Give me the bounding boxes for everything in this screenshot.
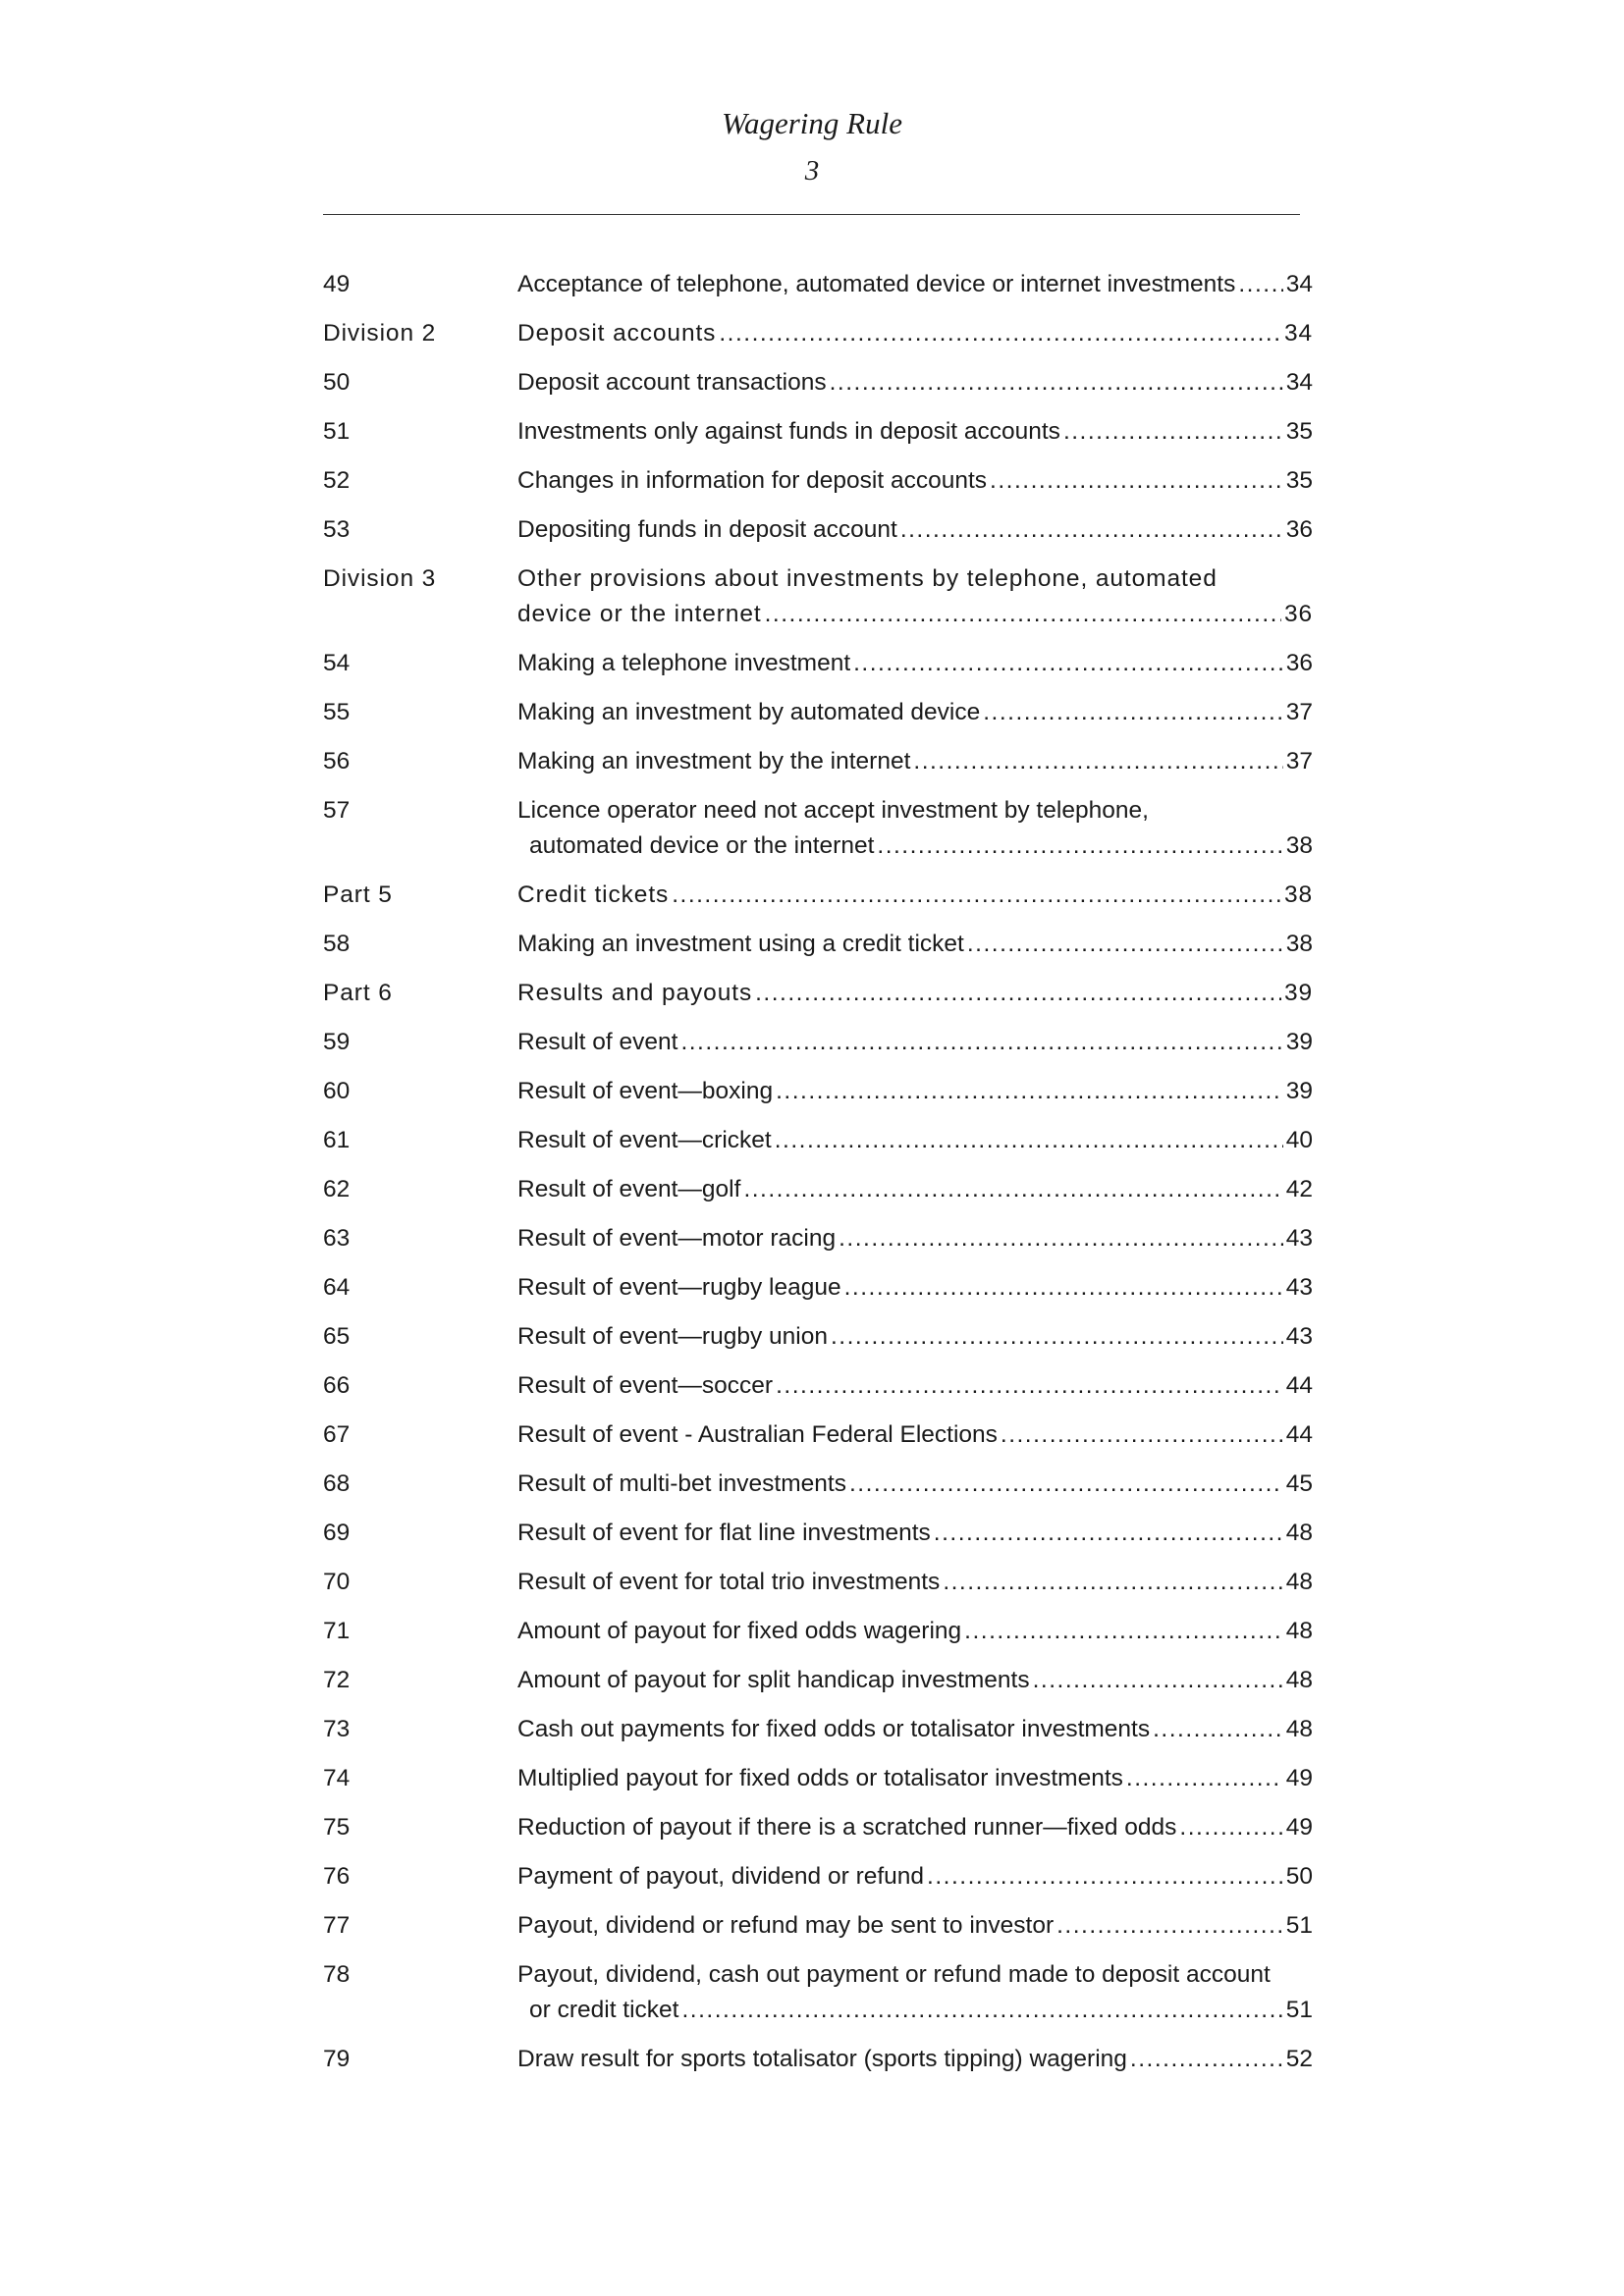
toc-entry xyxy=(323,1761,1313,1796)
toc-entry-page: 37 xyxy=(1285,699,1313,725)
toc-entry-page: 38 xyxy=(1285,931,1313,957)
dot-leader xyxy=(877,828,1282,864)
toc-entry-line xyxy=(517,1993,1313,2028)
toc-entry xyxy=(323,1025,1313,1060)
dot-leader xyxy=(1130,2042,1283,2077)
toc-entry-body xyxy=(517,1319,1313,1355)
toc-entry-line xyxy=(517,597,1313,632)
toc-entry-title: Payout, dividend or refund may be sent to investor xyxy=(517,1912,1055,1939)
dot-leader xyxy=(967,927,1283,962)
toc-entry-body xyxy=(517,1761,1313,1796)
toc-entry-number: Part 5 xyxy=(323,881,393,908)
toc-entry-title: Amount of payout for split handicap investments xyxy=(517,1667,1030,1693)
toc-entry-title: Making a telephone investment xyxy=(517,650,851,676)
toc-entry-title: Result of multi-bet investments xyxy=(517,1470,846,1497)
toc-entry-number: 59 xyxy=(323,1029,351,1055)
toc-entry-line xyxy=(517,1467,1313,1502)
toc-entry-body xyxy=(517,561,1313,632)
toc-entry-page: 48 xyxy=(1285,1520,1313,1546)
dot-leader xyxy=(943,1565,1282,1600)
toc-entry xyxy=(323,512,1313,548)
toc-entry-number: 50 xyxy=(323,369,351,396)
toc-entry xyxy=(323,927,1313,962)
toc-entry-number: 78 xyxy=(323,1961,351,1988)
toc-entry-number: 53 xyxy=(323,516,351,543)
toc-entry-title: Result of event—motor racing xyxy=(517,1225,837,1252)
toc-entry-number: Division 2 xyxy=(323,320,437,347)
dot-leader xyxy=(831,1319,1283,1355)
dot-leader xyxy=(775,1123,1283,1158)
toc-entry xyxy=(323,1221,1313,1256)
toc-entry xyxy=(323,1319,1313,1355)
dot-leader xyxy=(830,365,1283,400)
toc-entry-number: 74 xyxy=(323,1765,351,1791)
toc-entry-page: 48 xyxy=(1285,1569,1313,1595)
dot-leader xyxy=(839,1221,1283,1256)
toc-entry-number: 51 xyxy=(323,418,351,445)
toc-entry-title: Deposit accounts xyxy=(517,320,717,347)
toc-entry-body xyxy=(517,1810,1313,1845)
dot-leader xyxy=(853,646,1283,681)
toc-entry-number: 63 xyxy=(323,1225,351,1252)
dot-leader xyxy=(990,463,1283,499)
toc-entry-title: Making an investment by automated device xyxy=(517,699,981,725)
toc-entry-line xyxy=(517,1761,1313,1796)
toc-entry-number: 77 xyxy=(323,1912,351,1939)
toc-entry-title: Result of event - Australian Federal Elections xyxy=(517,1421,998,1448)
toc-entry-title-continued: automated device or the internet xyxy=(529,832,875,859)
toc-entry-page: 36 xyxy=(1285,516,1313,543)
toc-entry-body xyxy=(517,793,1313,864)
document-title: Wagering Rule xyxy=(722,106,902,140)
dot-leader xyxy=(1063,414,1283,450)
toc-entry-body xyxy=(517,1074,1313,1109)
dot-leader xyxy=(1126,1761,1283,1796)
toc-entry-page: 44 xyxy=(1285,1372,1313,1399)
toc-entry-page: 45 xyxy=(1285,1470,1313,1497)
dot-leader xyxy=(1056,1908,1283,1944)
toc-entry-title: Amount of payout for fixed odds wagering xyxy=(517,1618,962,1644)
toc-entry-line xyxy=(517,1614,1313,1649)
dot-leader xyxy=(849,1467,1283,1502)
toc-entry-title: Payment of payout, dividend or refund xyxy=(517,1863,925,1890)
toc-entry xyxy=(323,1516,1313,1551)
toc-entry-line xyxy=(517,365,1313,400)
dot-leader xyxy=(680,1025,1282,1060)
toc-entry xyxy=(323,1123,1313,1158)
toc-entry-body xyxy=(517,1025,1313,1060)
toc-entry-page: 52 xyxy=(1285,2046,1313,2072)
toc-entry-page: 34 xyxy=(1285,369,1313,396)
toc-entry-body xyxy=(517,878,1313,913)
toc-entry-title: Licence operator need not accept investment by telephone, xyxy=(517,797,1149,824)
toc-entry-page: 35 xyxy=(1285,418,1313,445)
toc-entry-body xyxy=(517,1221,1313,1256)
table-of-contents xyxy=(323,267,1313,2091)
toc-entry-number: 71 xyxy=(323,1618,351,1644)
toc-entry-line xyxy=(517,512,1313,548)
dot-leader xyxy=(844,1270,1283,1306)
dot-leader xyxy=(682,1993,1283,2028)
toc-entry-line xyxy=(517,463,1313,499)
dot-leader xyxy=(672,878,1281,913)
toc-entry-body xyxy=(517,1908,1313,1944)
toc-entry xyxy=(323,365,1313,400)
toc-entry-body xyxy=(517,1859,1313,1895)
toc-entry-title: Results and payouts xyxy=(517,980,753,1006)
toc-entry xyxy=(323,414,1313,450)
dot-leader xyxy=(776,1368,1283,1404)
toc-entry-line xyxy=(517,1221,1313,1256)
toc-entry-page: 34 xyxy=(1283,320,1313,347)
toc-entry-title: Credit tickets xyxy=(517,881,670,908)
toc-entry-page: 40 xyxy=(1285,1127,1313,1153)
toc-entry-title: Result of event for total trio investments xyxy=(517,1569,941,1595)
toc-entry xyxy=(323,267,1313,302)
toc-entry-title: Changes in information for deposit accounts xyxy=(517,467,988,494)
toc-entry-page: 39 xyxy=(1285,1078,1313,1104)
toc-entry-number: 55 xyxy=(323,699,351,725)
toc-entry-number: 76 xyxy=(323,1863,351,1890)
toc-entry-line xyxy=(517,1074,1313,1109)
dot-leader xyxy=(934,1516,1283,1551)
toc-entry-number: Part 6 xyxy=(323,980,393,1006)
toc-entry-body xyxy=(517,927,1313,962)
toc-entry-page: 48 xyxy=(1285,1716,1313,1742)
dot-leader xyxy=(765,597,1281,632)
toc-entry-body xyxy=(517,1172,1313,1207)
dot-leader xyxy=(927,1859,1283,1895)
toc-entry-number: 65 xyxy=(323,1323,351,1350)
toc-entry xyxy=(323,1908,1313,1944)
toc-entry-number: 67 xyxy=(323,1421,351,1448)
toc-entry-body xyxy=(517,1712,1313,1747)
toc-entry xyxy=(323,2042,1313,2077)
toc-entry-number: 73 xyxy=(323,1716,351,1742)
dot-leader xyxy=(913,744,1282,779)
toc-entry-title-continued: device or the internet xyxy=(517,601,762,627)
dot-leader xyxy=(743,1172,1282,1207)
dot-leader xyxy=(1153,1712,1283,1747)
dot-leader xyxy=(1238,267,1282,302)
toc-entry-number: 64 xyxy=(323,1274,351,1301)
toc-entry-body xyxy=(517,414,1313,450)
toc-entry-page: 43 xyxy=(1285,1225,1313,1252)
toc-entry-line xyxy=(517,1565,1313,1600)
toc-entry-line xyxy=(517,828,1313,864)
toc-entry-title: Depositing funds in deposit account xyxy=(517,516,897,543)
toc-entry-number: 69 xyxy=(323,1520,351,1546)
toc-entry-title: Making an investment by the internet xyxy=(517,748,911,774)
toc-entry-line xyxy=(517,1319,1313,1355)
toc-entry-page: 37 xyxy=(1285,748,1313,774)
toc-entry-line xyxy=(517,976,1313,1011)
toc-entry-line xyxy=(517,1663,1313,1698)
toc-entry-page: 38 xyxy=(1285,832,1313,859)
toc-entry-title: Result of event—rugby union xyxy=(517,1323,828,1350)
toc-entry-line xyxy=(517,1270,1313,1306)
toc-entry xyxy=(323,646,1313,681)
toc-entry-title: Result of event—rugby league xyxy=(517,1274,841,1301)
toc-entry-title: Deposit account transactions xyxy=(517,369,827,396)
toc-entry-body xyxy=(517,744,1313,779)
dot-leader xyxy=(1179,1810,1282,1845)
toc-entry xyxy=(323,1467,1313,1502)
toc-entry-page: 39 xyxy=(1285,1029,1313,1055)
toc-entry-line xyxy=(517,1810,1313,1845)
toc-entry xyxy=(323,1957,1313,2028)
toc-entry-number: 62 xyxy=(323,1176,351,1202)
toc-entry-line xyxy=(517,1417,1313,1453)
page-number: 3 xyxy=(804,155,820,187)
toc-entry-number: Division 3 xyxy=(323,565,437,592)
toc-entry-title: Acceptance of telephone, automated device or internet investments xyxy=(517,271,1236,297)
toc-entry-line xyxy=(517,1516,1313,1551)
toc-entry-body xyxy=(517,1614,1313,1649)
dot-leader xyxy=(964,1614,1283,1649)
toc-entry xyxy=(323,1810,1313,1845)
toc-entry-body xyxy=(517,1957,1313,2028)
toc-entry-title: Other provisions about investments by telephone, automated xyxy=(517,565,1218,592)
toc-entry-number: 70 xyxy=(323,1569,351,1595)
toc-entry-title: Reduction of payout if there is a scratched runner—fixed odds xyxy=(517,1814,1177,1841)
toc-entry-body xyxy=(517,1368,1313,1404)
toc-entry-page: 34 xyxy=(1285,271,1313,297)
toc-entry-page: 51 xyxy=(1285,1997,1313,2023)
toc-entry-body xyxy=(517,365,1313,400)
toc-entry-body xyxy=(517,1467,1313,1502)
toc-entry-page: 43 xyxy=(1285,1274,1313,1301)
toc-entry-page: 42 xyxy=(1285,1176,1313,1202)
toc-entry-title-continued: or credit ticket xyxy=(529,1997,679,2023)
toc-entry-line xyxy=(517,646,1313,681)
toc-entry-number: 60 xyxy=(323,1078,351,1104)
dot-leader xyxy=(983,695,1283,730)
toc-entry xyxy=(323,695,1313,730)
toc-entry-line xyxy=(517,1123,1313,1158)
toc-entry xyxy=(323,561,1313,632)
dot-leader xyxy=(900,512,1283,548)
toc-entry-page: 44 xyxy=(1285,1421,1313,1448)
toc-entry-line xyxy=(517,1908,1313,1944)
dot-leader xyxy=(1033,1663,1283,1698)
toc-entry-line xyxy=(517,1712,1313,1747)
toc-entry-line xyxy=(517,267,1313,302)
toc-entry-number: 79 xyxy=(323,2046,351,2072)
toc-entry-page: 36 xyxy=(1283,601,1313,627)
toc-entry xyxy=(323,744,1313,779)
toc-entry-body xyxy=(517,1270,1313,1306)
toc-entry-line xyxy=(517,744,1313,779)
toc-entry xyxy=(323,878,1313,913)
toc-entry-page: 49 xyxy=(1285,1765,1313,1791)
toc-entry xyxy=(323,1172,1313,1207)
toc-entry xyxy=(323,1614,1313,1649)
toc-entry-line xyxy=(517,414,1313,450)
toc-entry-title: Multiplied payout for fixed odds or totalisator investments xyxy=(517,1765,1123,1791)
toc-entry-number: 54 xyxy=(323,650,351,676)
toc-entry-title: Result of event—boxing xyxy=(517,1078,774,1104)
toc-entry-title: Investments only against funds in deposit accounts xyxy=(517,418,1060,445)
toc-entry-title: Making an investment using a credit ticket xyxy=(517,931,964,957)
toc-entry xyxy=(323,1712,1313,1747)
toc-entry-body xyxy=(517,267,1313,302)
toc-entry-line xyxy=(517,695,1313,730)
dot-leader xyxy=(719,316,1281,351)
toc-entry-number: 49 xyxy=(323,271,351,297)
toc-entry xyxy=(323,1074,1313,1109)
toc-entry-number: 61 xyxy=(323,1127,351,1153)
toc-entry-body xyxy=(517,1123,1313,1158)
toc-entry-body xyxy=(517,695,1313,730)
toc-entry xyxy=(323,793,1313,864)
toc-entry-body xyxy=(517,1417,1313,1453)
dot-leader xyxy=(776,1074,1283,1109)
toc-entry xyxy=(323,1368,1313,1404)
toc-entry-page: 35 xyxy=(1285,467,1313,494)
toc-entry xyxy=(323,1859,1313,1895)
toc-entry-line xyxy=(517,1172,1313,1207)
toc-entry-number: 56 xyxy=(323,748,351,774)
toc-entry-title: Result of event—golf xyxy=(517,1176,741,1202)
toc-entry-body xyxy=(517,646,1313,681)
toc-entry-number: 52 xyxy=(323,467,351,494)
toc-entry-number: 58 xyxy=(323,931,351,957)
toc-entry-line xyxy=(517,316,1313,351)
toc-entry-title: Result of event—soccer xyxy=(517,1372,774,1399)
toc-entry-body xyxy=(517,316,1313,351)
toc-entry-page: 48 xyxy=(1285,1667,1313,1693)
toc-entry-title: Result of event—cricket xyxy=(517,1127,772,1153)
toc-entry-page: 51 xyxy=(1285,1912,1313,1939)
toc-entry-body xyxy=(517,463,1313,499)
toc-entry-body xyxy=(517,1565,1313,1600)
toc-entry xyxy=(323,976,1313,1011)
toc-entry-number: 68 xyxy=(323,1470,351,1497)
toc-entry-title: Payout, dividend, cash out payment or refund made to deposit account xyxy=(517,1961,1271,1988)
toc-entry-number: 66 xyxy=(323,1372,351,1399)
toc-entry-line xyxy=(517,878,1313,913)
toc-entry xyxy=(323,316,1313,351)
toc-entry-body xyxy=(517,512,1313,548)
toc-entry-page: 49 xyxy=(1285,1814,1313,1841)
toc-entry-body xyxy=(517,1516,1313,1551)
toc-entry xyxy=(323,1270,1313,1306)
header-rule xyxy=(323,214,1300,215)
dot-leader xyxy=(1001,1417,1283,1453)
toc-entry xyxy=(323,1663,1313,1698)
toc-entry-number: 72 xyxy=(323,1667,351,1693)
toc-entry-number: 75 xyxy=(323,1814,351,1841)
toc-entry-page: 39 xyxy=(1283,980,1313,1006)
toc-entry-line xyxy=(517,1025,1313,1060)
toc-entry-body xyxy=(517,1663,1313,1698)
toc-entry xyxy=(323,463,1313,499)
toc-entry-page: 50 xyxy=(1285,1863,1313,1890)
toc-entry-title: Result of event xyxy=(517,1029,678,1055)
toc-entry-page: 36 xyxy=(1285,650,1313,676)
toc-entry xyxy=(323,1417,1313,1453)
toc-entry-line xyxy=(517,1368,1313,1404)
toc-entry-page: 48 xyxy=(1285,1618,1313,1644)
toc-entry-page: 43 xyxy=(1285,1323,1313,1350)
toc-entry-line xyxy=(517,2042,1313,2077)
toc-entry-body xyxy=(517,976,1313,1011)
toc-entry-title: Result of event for flat line investments xyxy=(517,1520,931,1546)
dot-leader xyxy=(755,976,1281,1011)
toc-entry-body xyxy=(517,2042,1313,2077)
toc-entry-line xyxy=(517,927,1313,962)
toc-entry-number: 57 xyxy=(323,797,351,824)
toc-entry xyxy=(323,1565,1313,1600)
toc-entry-page: 38 xyxy=(1283,881,1313,908)
toc-entry-title: Draw result for sports totalisator (sports tipping) wagering xyxy=(517,2046,1127,2072)
toc-entry-title: Cash out payments for fixed odds or totalisator investments xyxy=(517,1716,1151,1742)
toc-entry-line xyxy=(517,1859,1313,1895)
